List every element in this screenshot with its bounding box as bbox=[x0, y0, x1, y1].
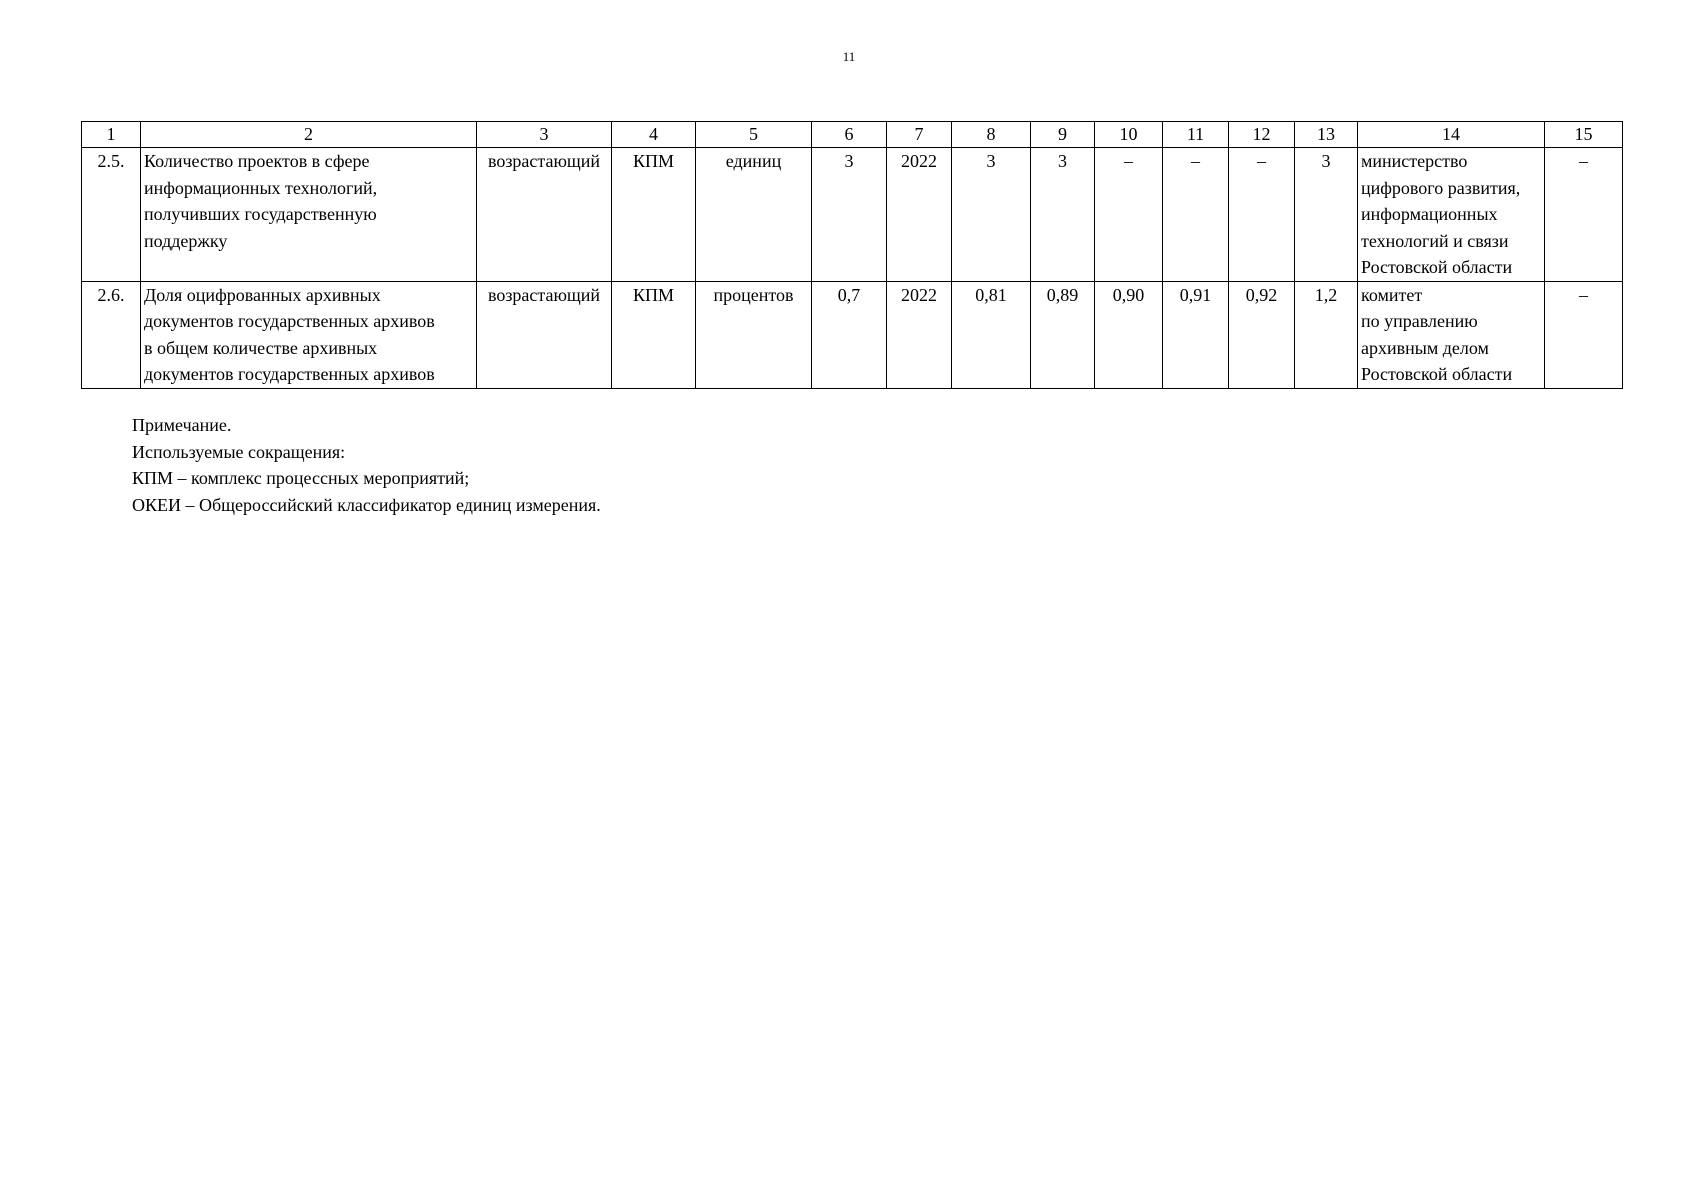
responsible-cell: комитет по управлению архивным делом Ростовской области bbox=[1358, 281, 1545, 388]
table-row bbox=[82, 148, 1623, 282]
notes-block bbox=[132, 412, 601, 518]
header-cell-8: 8 bbox=[952, 122, 1031, 148]
header-cell-12: 12 bbox=[1229, 122, 1295, 148]
header-cell-2: 2 bbox=[141, 122, 477, 148]
header-cell-1: 1 bbox=[82, 122, 141, 148]
value-cell-11: 0,91 bbox=[1163, 281, 1229, 388]
value-cell-10: 0,90 bbox=[1095, 281, 1163, 388]
value-cell-11: – bbox=[1163, 148, 1229, 282]
value-cell-12: 0,92 bbox=[1229, 281, 1295, 388]
table-row bbox=[82, 281, 1623, 388]
header-cell-15: 15 bbox=[1545, 122, 1623, 148]
value-cell-9: 0,89 bbox=[1031, 281, 1095, 388]
level-cell: КПМ bbox=[612, 148, 696, 282]
base-year-cell: 2022 bbox=[887, 281, 952, 388]
indicator-name-cell: Количество проектов в сфере информационных технологий, получивших государственную поддержку bbox=[141, 148, 477, 282]
trend-cell: возрастающий bbox=[477, 281, 612, 388]
level-cell: КПМ bbox=[612, 281, 696, 388]
info-system-cell: – bbox=[1545, 148, 1623, 282]
page-number: 11 bbox=[842, 49, 856, 64]
base-value-cell: 0,7 bbox=[812, 281, 887, 388]
note-abbreviations-heading: Используемые сокращения: bbox=[132, 441, 346, 462]
base-value-cell: 3 bbox=[812, 148, 887, 282]
base-year-cell: 2022 bbox=[887, 148, 952, 282]
note-abbreviation-okei: ОКЕИ – Общероссийский классификатор единиц измерения. bbox=[132, 494, 601, 515]
table-header-row bbox=[82, 122, 1623, 148]
header-cell-13: 13 bbox=[1295, 122, 1358, 148]
value-cell-8: 3 bbox=[952, 148, 1031, 282]
header-cell-9: 9 bbox=[1031, 122, 1095, 148]
value-cell-13: 3 bbox=[1295, 148, 1358, 282]
unit-cell: процентов bbox=[696, 281, 812, 388]
header-cell-10: 10 bbox=[1095, 122, 1163, 148]
trend-cell: возрастающий bbox=[477, 148, 612, 282]
header-cell-6: 6 bbox=[812, 122, 887, 148]
info-system-cell: – bbox=[1545, 281, 1623, 388]
header-cell-5: 5 bbox=[696, 122, 812, 148]
header-cell-11: 11 bbox=[1163, 122, 1229, 148]
unit-cell: единиц bbox=[696, 148, 812, 282]
indicator-name-cell: Доля оцифрованных архивных документов государственных архивов в общем количестве архивных документов государственных архивов bbox=[141, 281, 477, 388]
header-cell-14: 14 bbox=[1358, 122, 1545, 148]
value-cell-13: 1,2 bbox=[1295, 281, 1358, 388]
note-abbreviation-kpm: КПМ – комплекс процессных мероприятий; bbox=[132, 468, 470, 488]
row-number-cell: 2.5. bbox=[82, 148, 141, 282]
responsible-cell: министерство цифрового развития, информационных технологий и связи Ростовской области bbox=[1358, 148, 1545, 282]
value-cell-9: 3 bbox=[1031, 148, 1095, 282]
value-cell-10: – bbox=[1095, 148, 1163, 282]
header-cell-4: 4 bbox=[612, 122, 696, 148]
note-title: Примечание. bbox=[132, 415, 232, 435]
value-cell-8: 0,81 bbox=[952, 281, 1031, 388]
header-cell-3: 3 bbox=[477, 122, 612, 148]
value-cell-12: – bbox=[1229, 148, 1295, 282]
row-number-cell: 2.6. bbox=[82, 281, 141, 388]
indicators-table bbox=[81, 121, 1623, 389]
header-cell-7: 7 bbox=[887, 122, 952, 148]
